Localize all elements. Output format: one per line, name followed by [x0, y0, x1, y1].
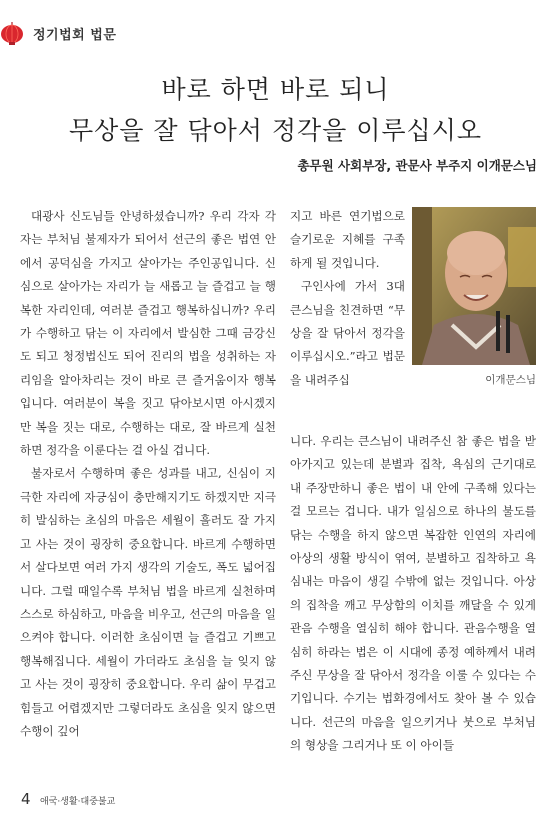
title-line-2: 무상을 잘 닦아서 정각을 이루십시오 — [68, 116, 483, 145]
body-right-column-bottom — [290, 430, 536, 758]
page-number: 4 — [21, 790, 31, 808]
paragraph: 니다. 우리는 큰스님이 내려주신 참 좋은 법을 받아가지고 있는데 분별과 집착, 욕심의 근기대로 내 주장만하니 좋은 법이 내 안에 구족해 있다는 걸 모르는 겁니다. 내가 일심으로 하나의 불도를 닦는 수행을 하지 않으면 복잡한 인연의 자리에 아상의 생활 방식이 엮여, 분별하고 집착하고 욕심내는 마음이 생길 수밖에 없는 것입니다. 아상의 집착을 깨고 무상함의 이치를 깨달을 수 있게 관음 수행을 열심히 해야 합니다. 관음수행을 열심히 하라는 법은 이 시대에 종정 예하께서 내려주신 무상을 잘 닦아서 정각을 이룰 수 있다는 수기입니다. 수기는 법화경에서도 찾아 볼 수 있습니다. 선근의 마음을 일으키거나 붓으로 부처님의 형상을 그리거나 또 이 아이들 — [290, 434, 536, 753]
lotus-lantern-icon — [0, 22, 24, 46]
paragraph: 지고 바른 연기법으로 슬기로운 지혜를 구족하게 될 것입니다. — [290, 209, 405, 270]
title-line-1: 바로 하면 바로 되니 — [161, 75, 390, 104]
section-label: 정기법회 법문 — [33, 28, 117, 43]
byline: 총무원 사회부장, 관문사 부주지 이개문스님 — [297, 158, 537, 173]
body-left-column — [20, 205, 276, 743]
monk-portrait-photo — [412, 207, 536, 365]
body-right-column-top — [290, 205, 405, 392]
photo-caption: 이개문스님 — [485, 374, 536, 386]
paragraph: 대광사 신도님들 안녕하셨습니까? 우리 각자 각자는 부처님 불제자가 되어서 선근의 좋은 법연 안에서 공덕심을 가지고 살아가는 주인공입니다. 신심으로 살아가는 자리가 늘 새롭고 늘 즐겁고 늘 행복한 자리인데, 여러분 즐겁고 행복하십니까? 우리가 수행하고 닦는 이 자리에서 발심한 그때 금강신도 되고 청정법신도 되어 진리의 법을 성취하는 자리임을 알아차리는 것이 바로 큰 즐거움이자 행복입니다. 여러분이 복을 짓고 닦아보시면 아시겠지만 복을 짓는 대로, 수행하는 대로, 잘 바르게 실천하면 정각을 이룬다는 걸 아실 겁니다. — [20, 209, 276, 458]
paragraph: 구인사에 가서 3대 큰스님을 친견하면 “무상을 잘 닦아서 정각을 이루십시오.”라고 법문을 내려주십 — [290, 279, 405, 387]
page-footer — [21, 790, 115, 808]
publication-slogan: 애국·생활·대중불교 — [40, 797, 116, 807]
paragraph: 불자로서 수행하며 좋은 성과를 내고, 신심이 지극한 자리에 자긍심이 충만해지기도 하겠지만 지극히 발심하는 초심의 마음은 세월이 흘러도 잘 가지고 사는 것이 굉장히 중요합니다. 바르게 수행하면서 살다보면 여러 가지 생각의 기술도, 폭도 넓어집니다. 그럴 때일수록 부처님 법을 바르게 실천하며 스스로 하심하고, 마음을 비우고, 선근의 마음을 일으켜야 합니다. 이러한 초심이면 늘 즐겁고 기쁘고 행복해집니다. 세월이 가더라도 초심을 늘 잊지 않고 사는 것이 굉장히 중요합니다. 우리 삶이 무겁고 힘들고 어렵겠지만 그렇더라도 초심을 잊지 않으면 수행이 깊어 — [20, 466, 276, 738]
